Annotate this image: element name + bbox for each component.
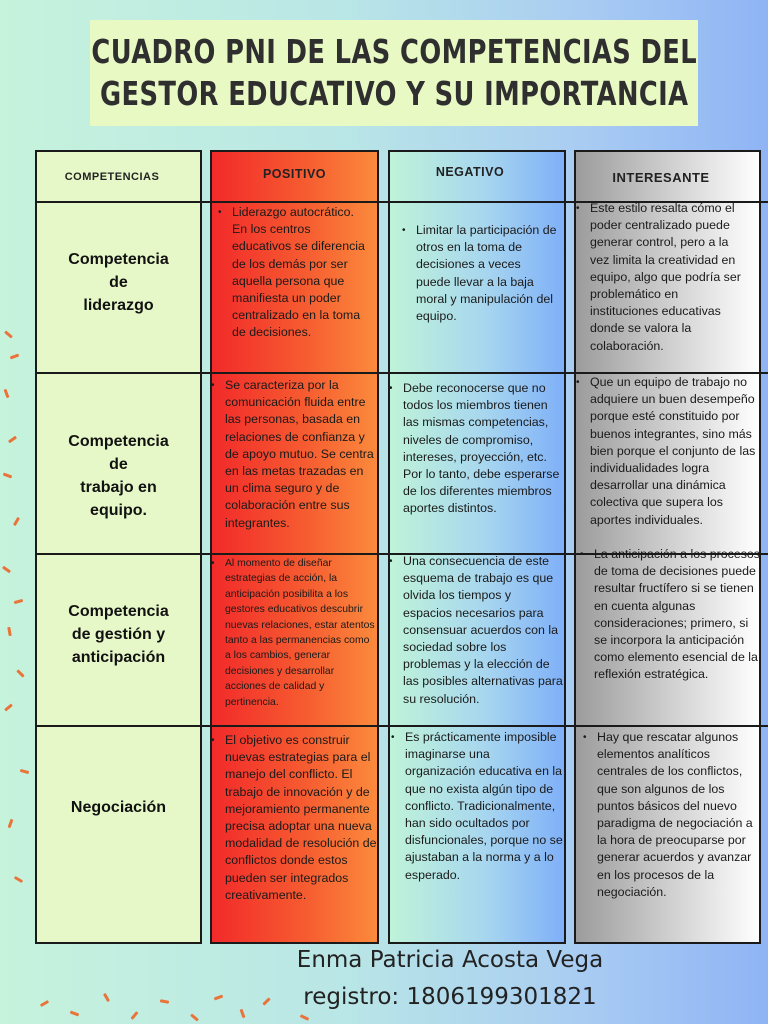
author-name: Enma Patricia Acosta Vega xyxy=(296,947,604,973)
competencia-label-line: trabajo en xyxy=(80,479,157,496)
competencia-label-line: Competencia xyxy=(68,251,169,268)
cell-text: Es prácticamente imposible imaginarse una organización educativa en la que no exista algún tipo de conflicto. Tradicionalmente, han sido ocultados por disfuncionales, porque no se ajustaban a la norma y a lo esperado. xyxy=(405,730,563,882)
bullet-icon: • xyxy=(391,732,395,743)
cell-negativo-liderazgo xyxy=(402,222,558,325)
competencia-label-line: equipo. xyxy=(90,502,147,519)
competencia-negociacion xyxy=(37,796,200,819)
cell-interesante-trabajo-en-equipo xyxy=(576,374,760,529)
bullet-icon: • xyxy=(580,549,584,560)
cell-positivo-negociacion xyxy=(211,732,377,904)
cell-text: Liderazgo autocrático. En los centros educativos se diferencia de los demás por ser aquella persona que manifiesta un poder centralizado en la toma de decisiones. xyxy=(232,205,365,340)
competencia-label-line: de gestión y xyxy=(71,626,166,643)
header-negativo: NEGATIVO xyxy=(435,165,505,179)
competencia-label-line: Competencia xyxy=(68,603,169,620)
cell-text: Se caracteriza por la comunicación fluida entre las personas, basada en relaciones de confianza y de apoyo mutuo. Se centra en las metas trazadas en un clima seguro y de colaboración entre sus integrantes. xyxy=(225,378,374,530)
title-banner xyxy=(90,20,698,126)
bullet-icon: • xyxy=(211,558,215,569)
competencia-gestion-anticipacion xyxy=(37,600,200,669)
competencia-label-line: anticipación xyxy=(71,649,166,666)
competencia-liderazgo xyxy=(37,248,200,317)
row-divider xyxy=(35,725,768,727)
cell-negativo-gestion-anticipacion xyxy=(389,553,563,708)
bullet-icon: • xyxy=(583,732,587,743)
cell-text: Una consecuencia de este esquema de trabajo es que olvida los tiempos y espacios necesarios para consensuar acuerdos con la sociedad sobre los problemas y la elección de las posibles alternativas para su resolución. xyxy=(403,554,563,706)
cell-positivo-gestion-anticipacion xyxy=(211,556,377,710)
cell-text: La anticipación a los procesos de toma de decisiones puede resultar fructífero si se tienen en cuenta algunas consideraciones; primero, si se incorpora la anticipación como elemento esencial de la reflexión estratégica. xyxy=(594,547,760,682)
bullet-icon: • xyxy=(211,380,215,391)
cell-text: Este estilo resalta cómo el poder centralizado puede generar control, pero a la vez limita la creatividad en equipo, algo que podría ser problemático en instituciones educativas donde se valora la colaboración. xyxy=(590,201,741,353)
cell-text: Al momento de diseñar estrategias de acción, la anticipación posibilita a los gestores educativos descubrir nuevas relaciones, estar atentos tanto a las permanencias como a los cambios, generar decisiones y desarrollar acciones de calidad y pertinencia. xyxy=(225,558,375,708)
competencia-label-line: Competencia xyxy=(68,433,169,450)
competencia-label-line: liderazgo xyxy=(83,297,154,314)
cell-text: Que un equipo de trabajo no adquiere un buen desempeño porque esté constituido por buenos integrantes, sino más bien porque el conjunto de las individualidades logra desarrollar una dinámica colectiva que supera los aportes individuales. xyxy=(590,375,756,527)
author-registro: registro: 1806199301821 xyxy=(303,984,597,1010)
bullet-icon: • xyxy=(211,735,215,746)
bullet-icon: • xyxy=(576,377,580,388)
header-positivo: POSITIVO xyxy=(262,167,327,181)
bullet-icon: • xyxy=(576,203,580,214)
competencia-label-line: Negociación xyxy=(70,799,167,816)
cell-negativo-negociacion xyxy=(391,729,563,884)
header-competencias: COMPETENCIAS xyxy=(64,171,160,183)
cell-positivo-liderazgo xyxy=(218,204,370,342)
competencia-trabajo-en-equipo xyxy=(37,430,200,522)
cell-interesante-negociacion xyxy=(583,729,759,901)
cell-text: Limitar la participación de otros en la toma de decisiones a veces puede llevar a la baja moral y manipulación del equipo. xyxy=(416,223,557,324)
title-line-1: CUADRO PNI DE LAS COMPETENCIAS DEL xyxy=(91,32,697,71)
cell-interesante-liderazgo xyxy=(576,200,748,355)
cell-negativo-trabajo-en-equipo xyxy=(389,380,563,518)
cell-positivo-trabajo-en-equipo xyxy=(211,377,377,532)
cell-text: Debe reconocerse que no todos los miembros tienen las mismas competencias, niveles de compromiso, intereses, proyección, etc. Por lo tanto, debe esperarse de los diferentes miembros aportes distintos. xyxy=(403,381,560,516)
cell-interesante-gestion-anticipacion xyxy=(580,546,760,684)
bullet-icon: • xyxy=(389,556,393,567)
competencia-label-line: de xyxy=(109,274,128,291)
cell-text: Hay que rescatar algunos elementos analíticos centrales de los conflictos, que son algunos de los puntos básicos del nuevo paradigma de negociación a la hora de preocuparse por generar acuerdos y avanzar en los procesos de la negociación. xyxy=(597,730,753,899)
competencia-label-line: de xyxy=(109,456,128,473)
bullet-icon: • xyxy=(402,225,406,236)
title-line-2: GESTOR EDUCATIVO Y SU IMPORTANCIA xyxy=(99,74,689,113)
header-interesante: INTERESANTE xyxy=(612,170,710,185)
bullet-icon: • xyxy=(389,383,393,394)
cell-text: El objetivo es construir nuevas estrategias para el manejo del conflicto. El trabajo de innovación y de mejoramiento permanente precisa adoptar una nueva modalidad de resolución de conflictos donde estos pueden ser integrados creativamente. xyxy=(225,733,377,902)
bullet-icon: • xyxy=(218,207,222,218)
